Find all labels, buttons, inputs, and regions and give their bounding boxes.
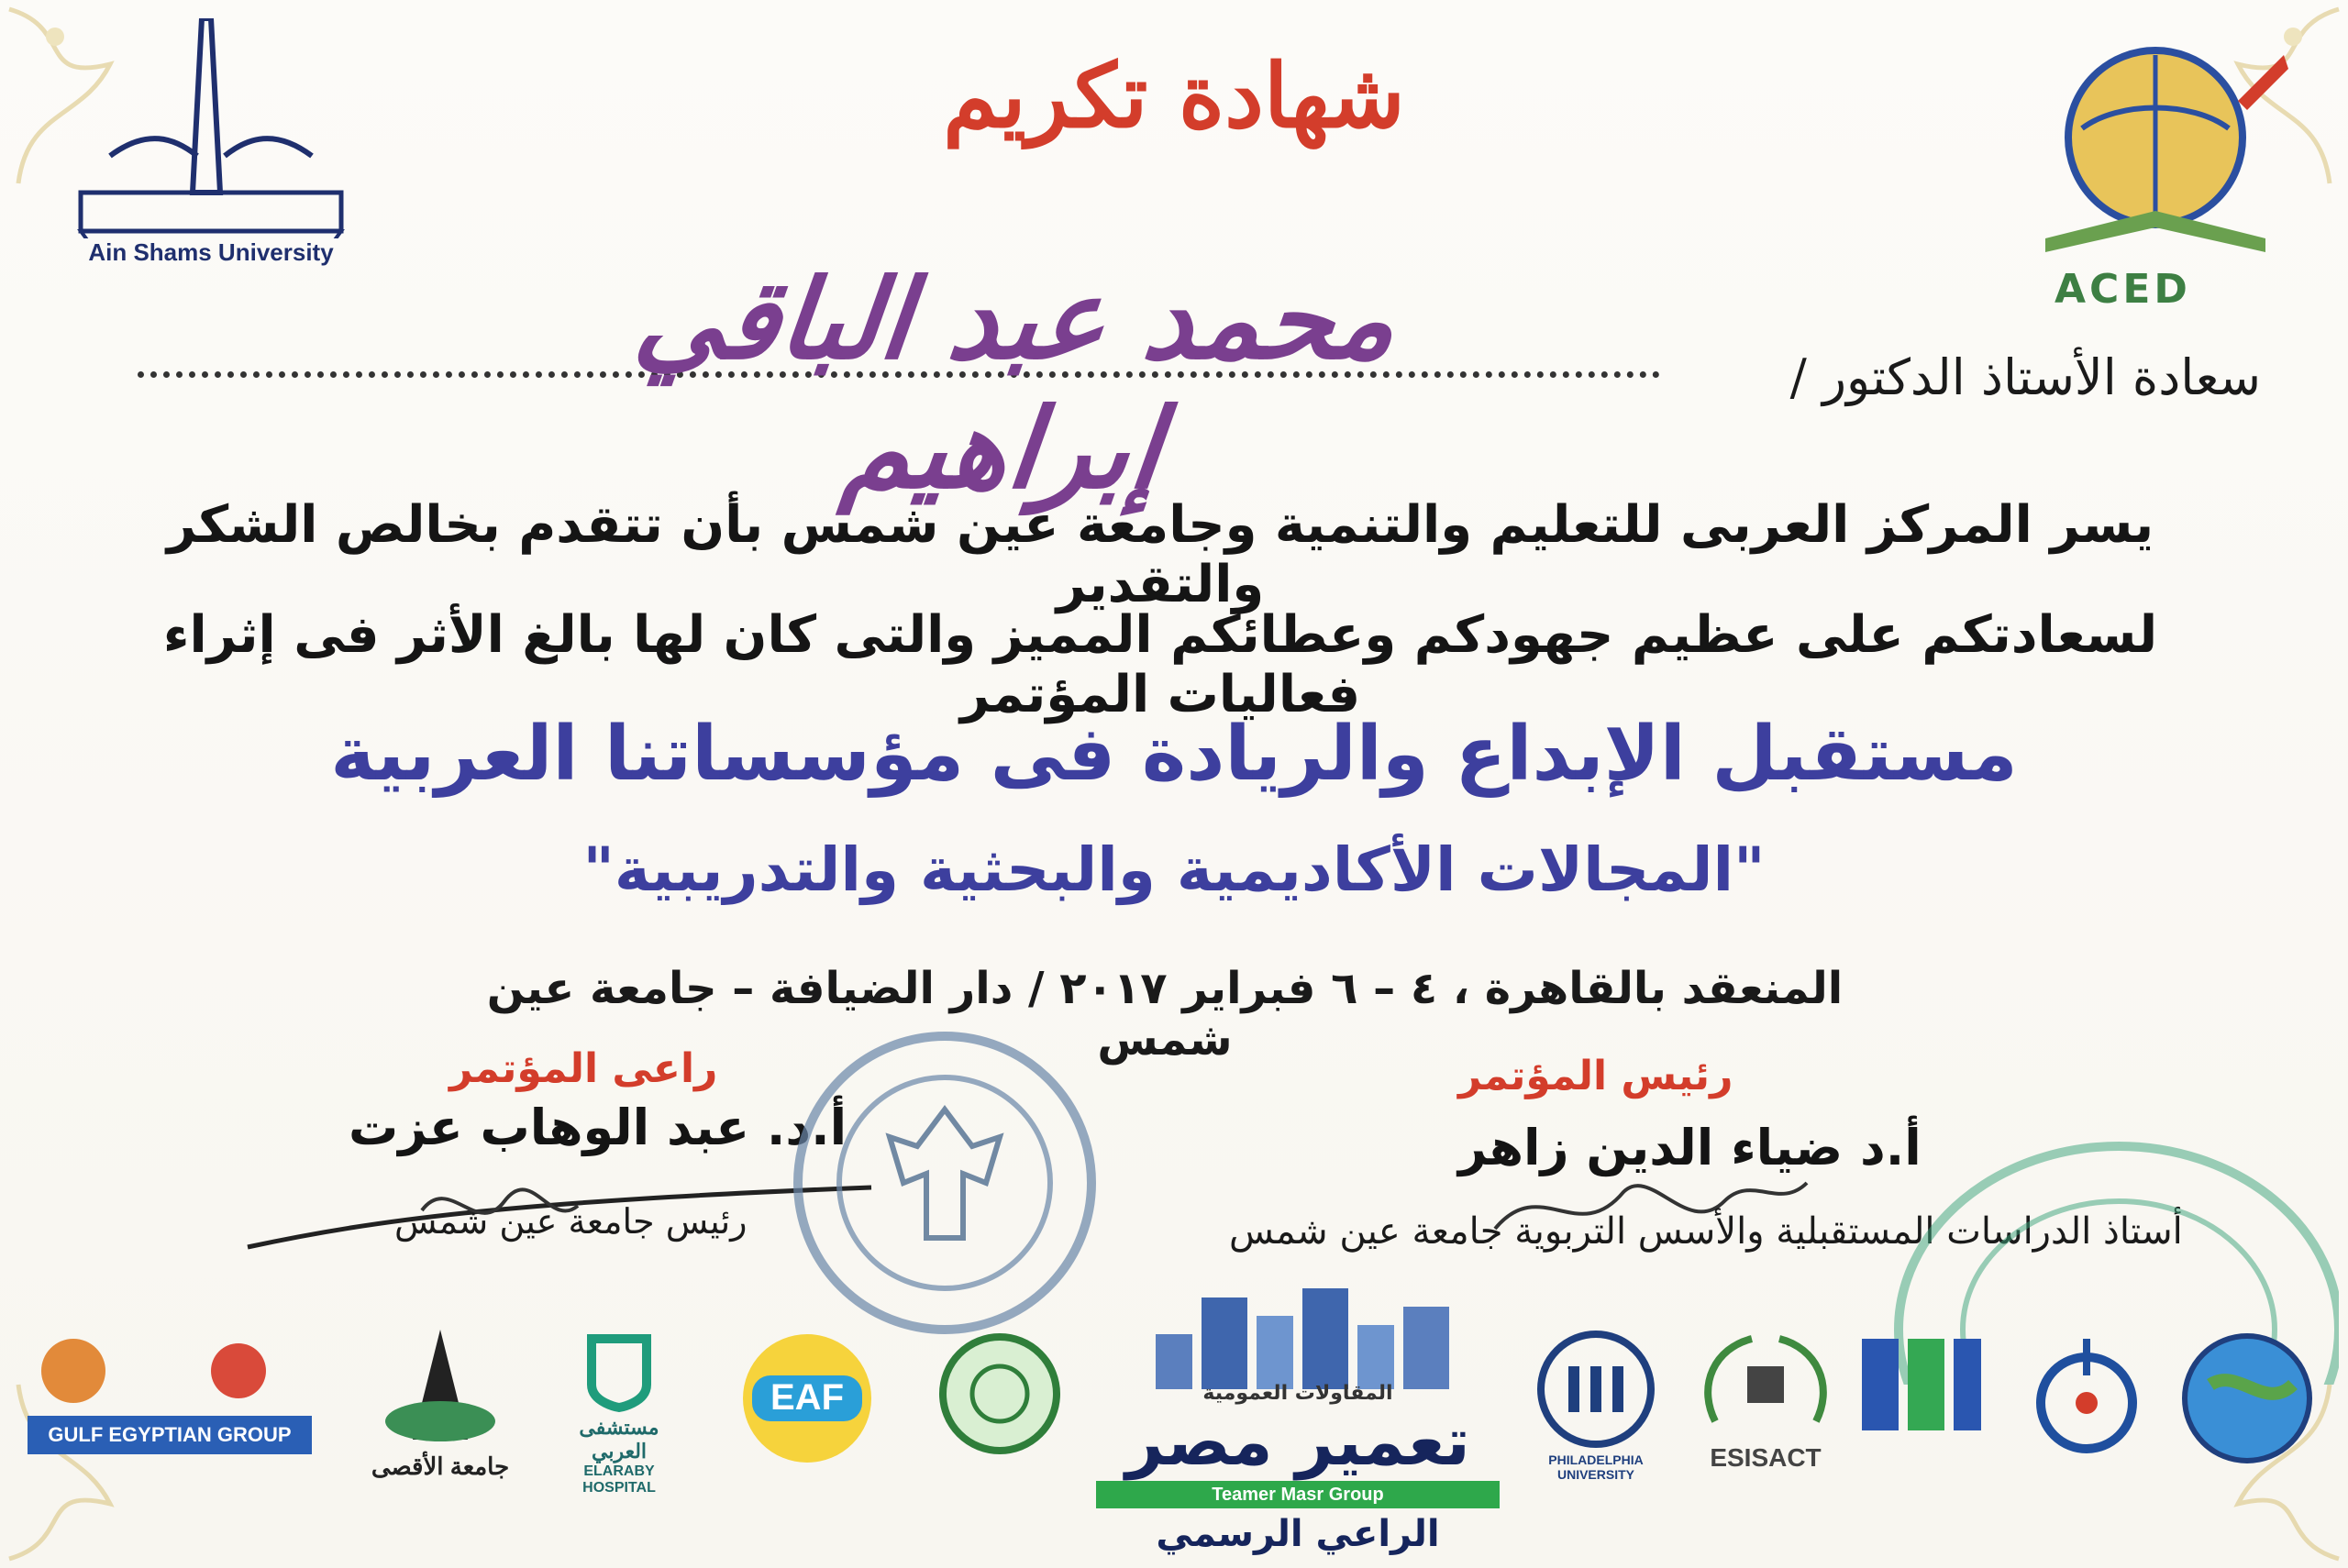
esisact-name: ESISACT: [1710, 1443, 1822, 1472]
al-aqsa-name: جامعة الأقصى: [371, 1452, 510, 1480]
certificate-title: شهادة تكريم: [943, 44, 1405, 148]
eaf-logo: [706, 1330, 908, 1471]
honoree-name: محمد عبد الباقي إبراهيم: [628, 255, 1403, 513]
official-sponsor-small: المقاولات العمومية: [1202, 1382, 1393, 1405]
body-line-2: لسعادتكم على عظيم جهودكم وعطائكم المميز والتى كان لها بالغ الأثر فى إثراء فعاليات المؤتمر: [162, 605, 2158, 724]
aou-logo: [1853, 1330, 1990, 1471]
elaraby-hospital-en: ELARABY HOSPITAL: [582, 1463, 656, 1496]
al-aqsa-logo: [349, 1330, 532, 1481]
mascot-icon: [28, 1330, 312, 1412]
president-position: أستاذ الدراسات المستقبلية والأسس التربوية جامعة عين شمس: [1229, 1210, 2183, 1253]
columns-icon: [1523, 1330, 1669, 1449]
aced-name: ACED: [2054, 266, 2191, 313]
elaraby-hospital-logo: [550, 1330, 688, 1496]
gulf-egyptian-name: GULF EGYPTIAN GROUP: [28, 1416, 312, 1454]
compass-icon: [2027, 1330, 2146, 1458]
ain-shams-name: Ain Shams University: [88, 238, 334, 266]
philadelphia-logo: [1523, 1330, 1669, 1482]
conference-title: مستقبل الإبداع والريادة فى مؤسساتنا العربية: [330, 711, 2018, 798]
eaf-name: EAF: [770, 1377, 844, 1418]
wreath-icon: [1697, 1330, 1834, 1440]
compass-logo: [2027, 1330, 2146, 1462]
conference-venue: المنعقد بالقاهرة ، ٤ – ٦ فبراير ٢٠١٧ / دار الضيافة – جامعة عين شمس: [486, 963, 1844, 1066]
shield-icon: [550, 1330, 688, 1412]
aou-icon: [1853, 1330, 1990, 1467]
patron-role: راعى المؤتمر: [449, 1045, 718, 1092]
official-sponsor-brand: تعمير مصر: [1125, 1403, 1470, 1480]
egypt-eagle-seal: [789, 1027, 1101, 1339]
patron-name: أ.د. عبد الوهاب عزت: [349, 1099, 847, 1156]
salutation: سعادة الأستاذ الدكتور /: [1789, 348, 2261, 406]
emblem-icon: [936, 1330, 1064, 1467]
official-sponsor: [1091, 1279, 1504, 1555]
patron-position: رئيس جامعة عين شمس: [394, 1201, 748, 1242]
official-sponsor-label: الراعي الرسمي: [1156, 1513, 1440, 1555]
philadelphia-name: PHILADELPHIA UNIVERSITY: [1548, 1452, 1644, 1482]
gulf-egyptian-logo: [28, 1330, 312, 1454]
conference-subtitle: "المجالات الأكاديمية والبحثية والتدريبية": [582, 834, 1766, 905]
body-line-1: يسر المركز العربى للتعليم والتنمية وجامعة عين شمس بأن تتقدم بخالص الشكر والتقدير: [166, 495, 2154, 614]
globe-icon: [2174, 1330, 2320, 1467]
president-name: أ.د ضياء الدين زاهر: [1458, 1119, 1922, 1176]
official-sponsor-en: Teamer Masr Group: [1096, 1481, 1500, 1508]
esisact-logo: [1697, 1330, 1834, 1473]
elaraby-hospital-ar: مستشفى العربي: [579, 1416, 659, 1463]
arab-league-logo: [936, 1330, 1064, 1471]
president-role: رئيس المؤتمر: [1458, 1053, 1733, 1099]
dome-icon: [349, 1330, 532, 1449]
aced-globe-logo: [2174, 1330, 2320, 1471]
